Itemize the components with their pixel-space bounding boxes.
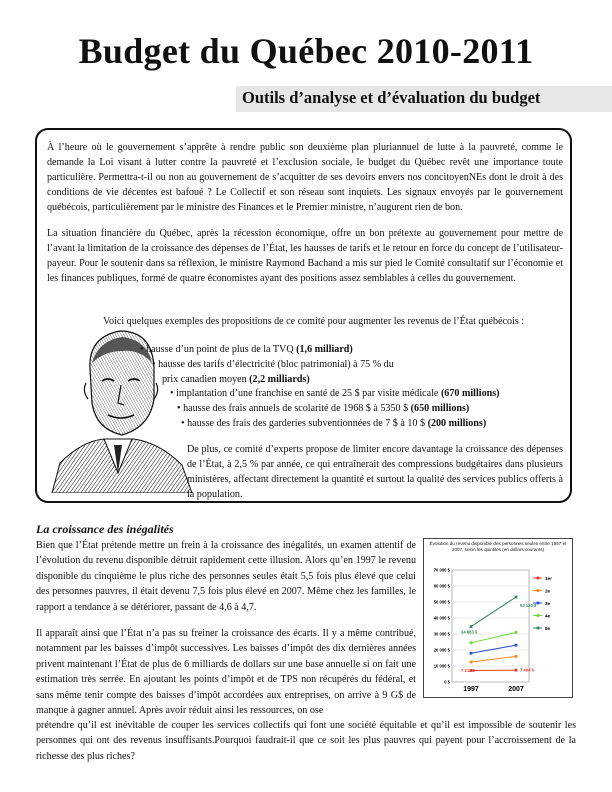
proposal-item: • implantation d’une franchise en santé de 25 $ par visite médicale (670 millions) bbox=[170, 388, 500, 399]
y-tick-label: 60 000 $ bbox=[433, 583, 450, 589]
income-chart bbox=[423, 538, 573, 698]
data-point bbox=[515, 644, 518, 647]
page-title: Budget du Québec 2010-2011 bbox=[78, 31, 534, 71]
intro-paragraph-3: De plus, ce comité d’experts propose de limiter encore davantage la croissance des dépenses de l’État, à 2,5 % par année, ce qui entraînerait des compressions budgétaires dans plusieurs ministères, affectant directement la quantité et surtout la qualité des services publics offerts à la population. bbox=[187, 444, 563, 500]
data-point bbox=[515, 596, 518, 599]
chart-title: Évolution du revenu disponible des personnes seules entre 1997 et 2007, selon les quintiles (en dollars courants) bbox=[429, 541, 567, 552]
data-point bbox=[515, 669, 518, 672]
proposal-item: • hausse des tarifs d’électricité (bloc patrimonial) à 75 % du bbox=[152, 359, 394, 370]
data-label: 34 663 $ bbox=[461, 629, 478, 635]
legend-label: 2e bbox=[545, 588, 551, 594]
proposal-item: • hausse d’un point de plus de la TVQ (1,6 milliard) bbox=[140, 344, 353, 355]
proposals-intro: Voici quelques exemples des propositions de ce comité pour augmenter les revenus de l’État québécois : bbox=[103, 316, 525, 327]
y-tick-label: 50 000 $ bbox=[433, 599, 450, 605]
data-label: 7 212 $ bbox=[461, 667, 475, 673]
proposal-item: • hausse des frais annuels de scolarité de 1968 $ à 5350 $ (650 millions) bbox=[177, 403, 470, 414]
plot-area bbox=[452, 570, 529, 682]
section-heading: La croissance des inégalités bbox=[36, 522, 174, 536]
legend-label: 3e bbox=[545, 600, 551, 606]
y-tick-label: 20 000 $ bbox=[433, 647, 450, 653]
proposal-item-continued: prix canadien moyen (2,2 milliards) bbox=[162, 374, 310, 385]
data-label: 7 404 $ bbox=[520, 667, 534, 673]
y-tick-label: 10 000 $ bbox=[433, 663, 450, 669]
legend-label: 5e bbox=[545, 625, 551, 631]
section-paragraph-3: prétendre qu’il est inévitable de couper les services collectifs qui font une société équitable et qu’il est impossible de soutenir les personnes qui ont des revenus insuffisants.Pourquoi faudrait-il que ce soit les plus pauvres qui payent pour l’accroissement de la richesse des plus riches? bbox=[36, 720, 576, 762]
section-paragraph-2: Il apparaît ainsi que l’État n’a pas su freiner la croissance des écarts. Il y a même contribué, notamment par les baisses d’impôt successives. Les baisses d’impôt des dix dernières années privent maintenant l’État de plus de 6 milliards de dollars sur une base annuelle si on fait une estimation très serrée. En ajoutant les points d’impôt et de TPS non récupérés du fédéral, et sans même tenir compte des baisses d’impôt accordées aux entreprises, on arrive à 9 G$ de manque à gagner annuel. Après avoir réduit ainsi les ressources, on ose bbox=[36, 628, 416, 717]
y-tick-label: 40 000 $ bbox=[433, 615, 450, 621]
data-point bbox=[470, 652, 473, 655]
legend-marker bbox=[537, 627, 540, 630]
legend-label: 1er bbox=[545, 575, 552, 581]
x-tick-label: 2007 bbox=[508, 686, 524, 693]
page-subtitle: Outils d’analyse et d’évaluation du budget bbox=[242, 88, 541, 107]
x-tick-label: 1997 bbox=[463, 686, 479, 693]
y-tick-label: 30 000 $ bbox=[433, 631, 450, 637]
data-point bbox=[470, 661, 473, 664]
data-point bbox=[470, 641, 473, 644]
legend-marker bbox=[537, 577, 540, 580]
intro-paragraph-1: À l’heure où le gouvernement s’apprête à rendre public son deuxième plan pluriannuel de lutte à la pauvreté, comme le demande la Loi visant à lutter contre la pauvreté et l’exclusion sociale, le budget du Québec revêt une importance toute particulière. Permettra-t-il ou non au gouvernement de s’acquitter de ses devoirs envers nos concitoyenNEs dont le droit à des conditions de vie décentes est bafoué ? Le Collectif et son réseau sont inquiets. Les signaux envoyés par le gouvernement québécois, particulièrement par le ministre des Finances et le Premier ministre, n’augurent rien de bon. bbox=[47, 142, 563, 213]
proposal-item: • hausse des frais des garderies subventionnées de 7 $ à 10 $ (200 millions) bbox=[181, 418, 487, 429]
intro-paragraph-2: La situation financière du Québec, après la récession économique, offre un bon prétexte au gouvernement pour mettre de l’avant la limitation de la croissance des dépenses de l’État, les hausses de tarifs et le retour en force du concept de l’utilisateur-payeur. Pour le soutenir dans sa réflexion, le ministre Raymond Bachand a mis sur pied le Comité consultatif sur l’économie et les finances publiques, formé de quatre économistes ayant des positions assez semblables à celles du gouvernement. bbox=[47, 228, 563, 284]
data-label: 53 120 $ bbox=[520, 603, 537, 609]
y-tick-label: 0 $ bbox=[444, 679, 450, 685]
legend-label: 4e bbox=[545, 613, 551, 619]
data-point bbox=[515, 655, 518, 658]
legend-marker bbox=[537, 602, 540, 605]
y-tick-label: 70 000 $ bbox=[433, 567, 450, 573]
section-paragraph-1: Bien que l’État prétende mettre un frein à la croissance des inégalités, un examen attentif de l’évolution du revenu disponible détruit rapidement cette illusion. Alors qu’en 1997 le revenu disponible du cinquième le plus riche des personnes seules était 5,5 fois plus élevé que celui des personnes pauvres, il était devenu 7,5 fois plus élevé en 2007. Même chez les familles, le rapport a tendance à se détériorer, passant de 4,6 à 4,7. bbox=[36, 540, 416, 613]
legend-marker bbox=[537, 614, 540, 617]
legend-marker bbox=[537, 589, 540, 592]
data-point bbox=[515, 631, 518, 634]
data-point bbox=[470, 625, 473, 628]
